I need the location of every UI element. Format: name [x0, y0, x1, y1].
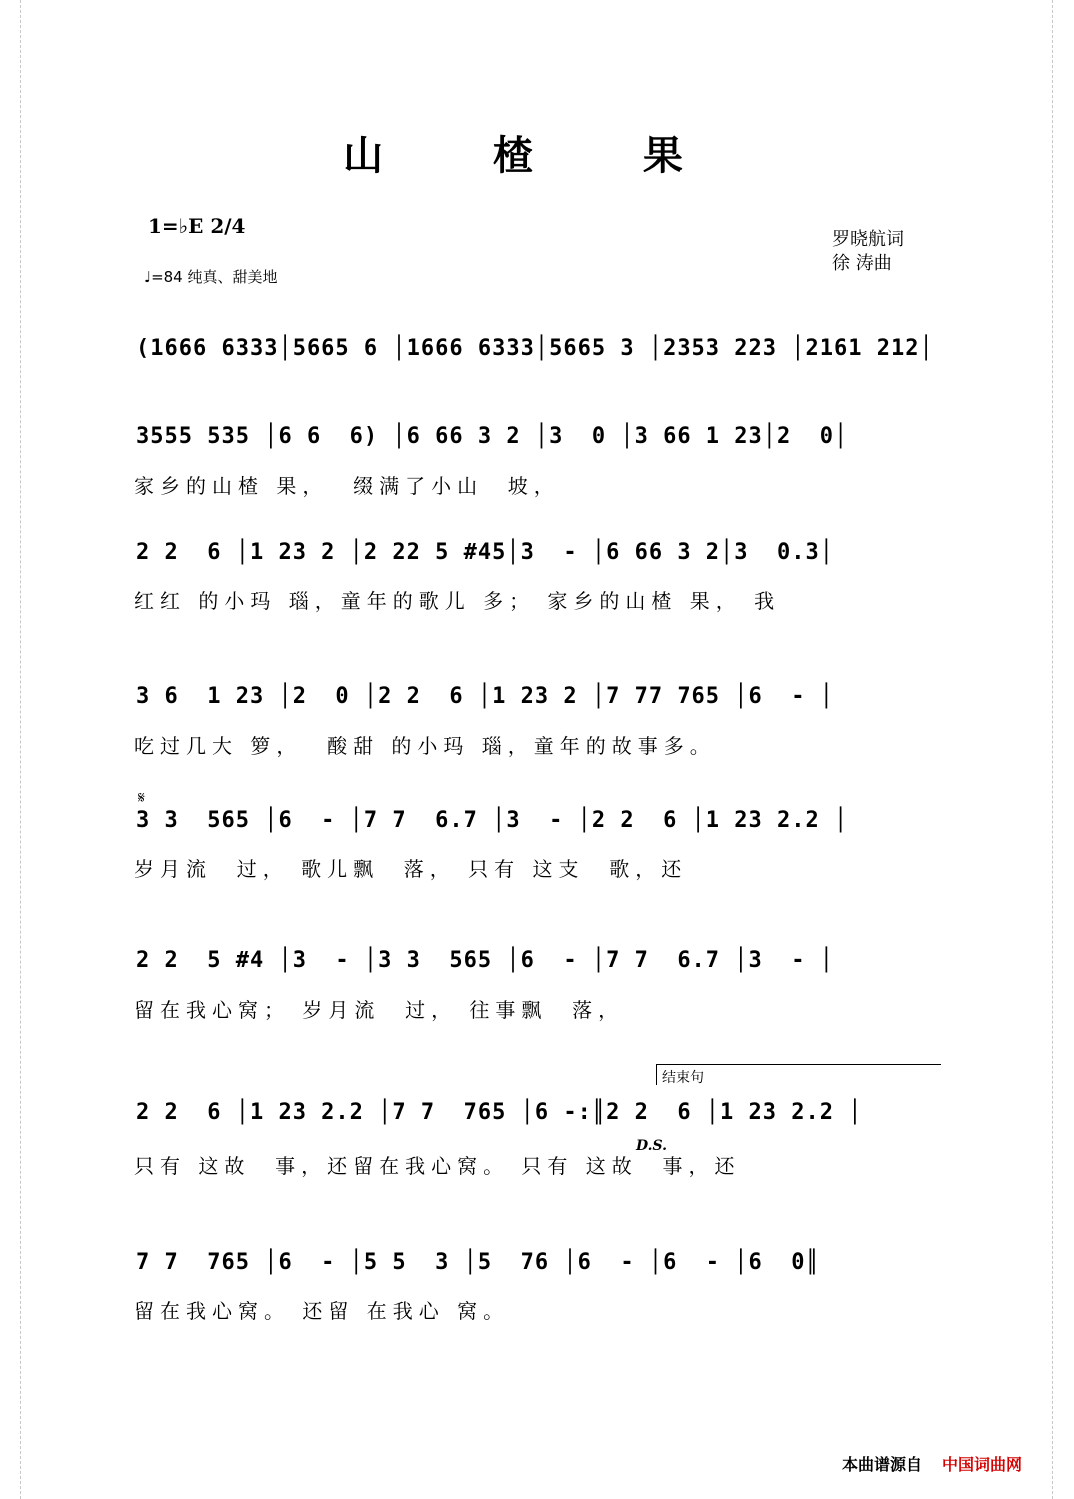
score-line-7-lyrics: 只有 这故 事，还留在我心窝。 只有 这故 事，还 — [134, 1154, 741, 1178]
score-line-2-lyrics: 家乡的山楂 果， 缀满了小山 坡， — [134, 474, 560, 498]
score-line-7-notes: 2 2 6 │1 23 2.2 │7 7 765 │6 -:║2 2 6 │1 23 2.2 │ — [136, 1100, 863, 1125]
credits — [832, 228, 904, 276]
score-line-2-notes: 3555 535 │6 6 6) │6 66 3 2 │3 0 │3 66 1 23│2 0│ — [136, 424, 849, 449]
left-border — [20, 0, 35, 1499]
score-line-8-notes: 7 7 765 │6 - │5 5 3 │5 76 │6 - │6 - │6 0║ — [136, 1250, 820, 1275]
score-line-6-notes: 2 2 5 #4 │3 - │3 3 565 │6 - │7 7 6.7 │3 - │ — [136, 948, 835, 973]
song-title: 山 楂 果 — [343, 132, 731, 179]
footer-site: 中国词曲网 — [942, 1455, 1023, 1474]
key-signature: 1=♭E 2/4 — [148, 214, 246, 238]
score-line-8-lyrics: 留在我心窝。 还留 在我心 窝。 — [134, 1299, 510, 1323]
segno-sign: 𝄋 — [138, 788, 145, 807]
score-line-1-notes: (1666 6333│5665 6 │1666 6333│5665 3 │2353 223 │2161 212│ — [136, 336, 934, 361]
score-line-3-notes: 2 2 6 │1 23 2 │2 22 5 #45│3 - │6 66 3 2│3 0.3│ — [136, 540, 835, 565]
lyricist: 罗晓航词 — [832, 229, 904, 250]
score-line-6-lyrics: 留在我心窝； 岁月流 过， 往事飘 落， — [134, 998, 625, 1022]
ds-mark: D.S. — [636, 1138, 668, 1154]
score-line-4-lyrics: 吃过几大 箩， 酸甜 的小玛 瑙，童年的故事多。 — [134, 734, 716, 758]
footer-source: 本曲谱源自 — [842, 1455, 923, 1474]
footer — [842, 1452, 1022, 1475]
score-line-4-notes: 3 6 1 23 │2 0 │2 2 6 │1 23 2 │7 77 765 │6 - │ — [136, 684, 835, 709]
right-border — [1052, 0, 1067, 1499]
ending-label: 结束句 — [662, 1070, 704, 1086]
score-line-3-lyrics: 红红 的小玛 瑙，童年的歌儿 多； 家乡的山楂 果， 我 — [134, 589, 781, 613]
score-line-5-notes: 3 3 565 │6 - │7 7 6.7 │3 - │2 2 6 │1 23 2.2 │ — [136, 808, 849, 833]
score-line-5-lyrics: 岁月流 过， 歌儿飘 落， 只有 这支 歌，还 — [134, 857, 688, 881]
tempo-marking: ♩=84 纯真、甜美地 — [144, 268, 278, 286]
composer: 徐 涛曲 — [832, 253, 892, 274]
